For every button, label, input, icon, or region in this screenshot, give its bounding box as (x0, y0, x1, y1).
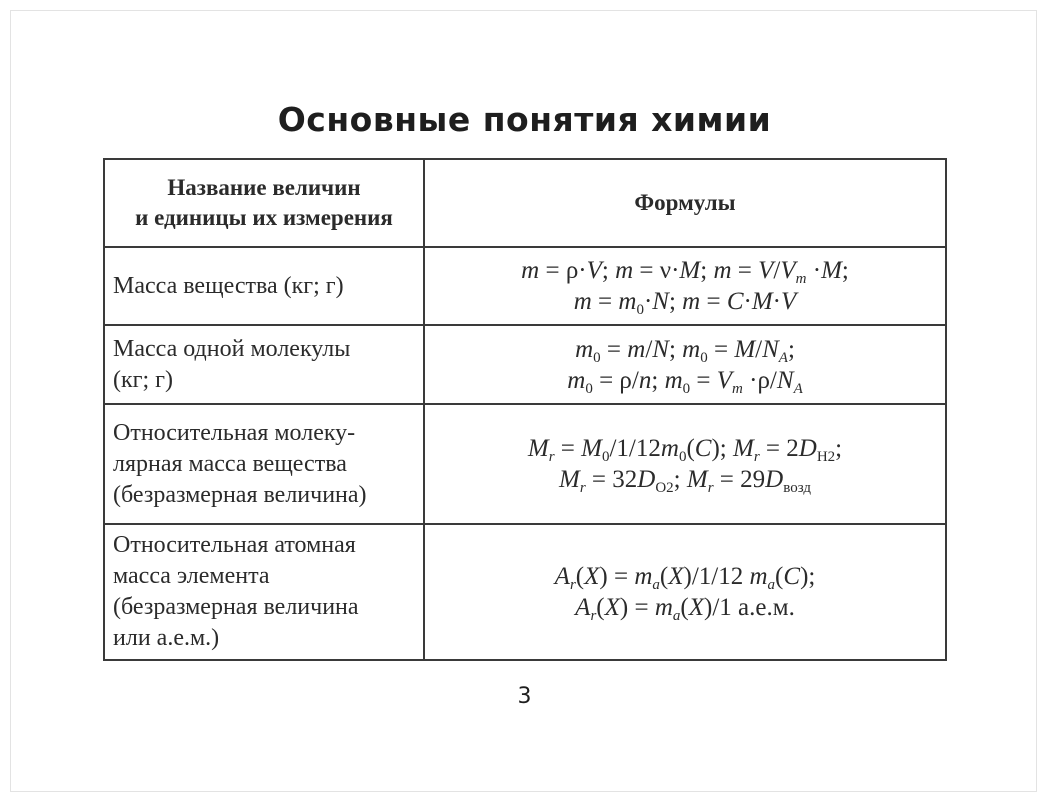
header-quantity-line: и единицы их измерения (135, 205, 393, 230)
quantity-cell (104, 524, 424, 660)
quantity-line: Относительная молеку- (113, 419, 356, 446)
formula-cell (424, 404, 946, 524)
table-row (104, 247, 946, 325)
formula-line: $A_r(X) = m_a(X)/1/12$ $m_a(C)$; (554, 563, 816, 593)
header-quantity-line: Название величин (167, 175, 361, 200)
formula-line: $m = m_0\cdot N$; m = C·M·V (573, 288, 797, 318)
table-header-row (104, 159, 946, 247)
formula-line: $A_r(X) = m_a(X)/1$ а.е.м. (575, 594, 795, 624)
formula-cell (424, 247, 946, 325)
table-row (104, 325, 946, 404)
quantity-line: Масса одной молекулы (113, 335, 351, 362)
formula-cell (424, 524, 946, 660)
page-title: Основные понятия химии (277, 100, 772, 139)
quantity-line: масса элемента (113, 563, 270, 589)
formula-line: $M_r = M_0/1/12m_0(C)$; $M_r = 2D_{H2}$; (527, 435, 843, 465)
quantity-line: Масса вещества (кг; г) (113, 272, 344, 299)
quantity-line: или а.е.м.) (113, 625, 220, 651)
header-formulas: Формулы (424, 159, 946, 247)
quantity-cell (104, 325, 424, 404)
page-number: 3 (517, 684, 532, 709)
quantity-line: Относительная атомная (113, 532, 356, 558)
formula-line: $m_0 = \rho/n$; $m_0 = V_m \cdot\rho/N_A$ (567, 366, 803, 397)
table-row (104, 404, 946, 524)
quantity-line: (кг; г) (113, 366, 173, 393)
quantity-cell (104, 247, 424, 325)
header-quantity (104, 159, 424, 247)
quantity-line: (безразмерная величина (113, 594, 359, 620)
formula-line: m = ρ·V; m = ν·M; $m = V/V_m \cdot M$; (521, 257, 849, 287)
table-row (104, 524, 946, 660)
formula-line: $M_r = 32D_{O2}$; $M_r = 29D_{возд}$ (558, 466, 811, 496)
quantity-cell (104, 404, 424, 524)
formula-line: $m_0 = m/N$; $m_0 = M/N_A$; (575, 335, 795, 366)
chemistry-table (103, 158, 947, 661)
quantity-line: (безразмерная величина) (113, 481, 367, 508)
quantity-line: лярная масса вещества (113, 450, 347, 477)
formula-cell (424, 325, 946, 404)
